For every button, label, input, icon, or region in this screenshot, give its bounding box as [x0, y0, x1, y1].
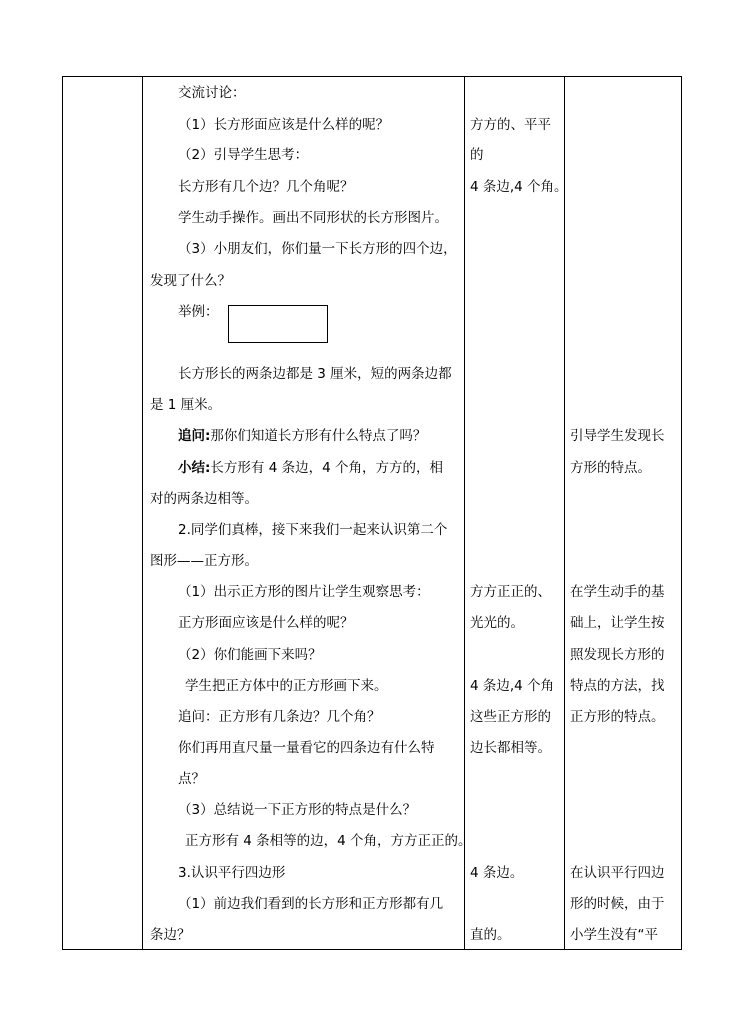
text-line: 长方形有几个边？几个角呢？ [178, 179, 354, 195]
text-line: 点？ [178, 771, 205, 787]
column-divider [464, 77, 465, 949]
followup-text: 那你们知道长方形有什么特点了吗？ [210, 428, 427, 444]
column-divider [142, 77, 143, 949]
text-line: （3）总结说一下正方形的特点是什么？ [178, 802, 417, 818]
text-line: 举例： [178, 304, 219, 320]
summary-label: 小结: [178, 460, 211, 476]
text-line: 长方形长的两条边都是 3 厘米，短的两条边都 [178, 366, 452, 382]
text-line: 学生把正方体中的正方形画下来。 [185, 678, 388, 694]
text-line: 这些正方形的 [470, 709, 551, 725]
text-line: 边长都相等。 [470, 740, 551, 756]
text-line: 直的。 [470, 927, 511, 943]
text-line: （2）你们能画下来吗？ [178, 647, 322, 663]
text-line: 小学生没有“平 [570, 927, 658, 943]
summary-line [178, 459, 443, 477]
text-line: 4 条边,4 个角 [470, 678, 555, 694]
text-line: 础上，让学生按 [570, 615, 665, 631]
text-line: 你们再用直尺量一量看它的四条边有什么特 [178, 740, 435, 756]
summary-text: 长方形有 4 条边，4 个角，方方的，相 [210, 460, 443, 476]
text-line: 引导学生发现长 [570, 428, 665, 444]
column-divider [564, 77, 565, 949]
followup-question [178, 427, 426, 445]
text-line: 方方正正的、 [470, 584, 551, 600]
text-line: 交流讨论： [178, 85, 246, 101]
text-line: 在学生动手的基 [570, 584, 665, 600]
text-line: （3）小朋友们，你们量一下长方形的四个边， [178, 241, 457, 257]
text-line: 正方形面应该是什么样的呢？ [178, 615, 354, 631]
text-line: 4 条边。 [470, 865, 524, 881]
text-line: 发现了什么？ [150, 273, 231, 289]
text-line: （1）前边我们看到的长方形和正方形都有几 [178, 896, 444, 912]
text-line: 形的时候，由于 [570, 896, 665, 912]
text-line: 条边？ [150, 927, 191, 943]
text-line: 方方的、平平 [470, 117, 551, 133]
text-line: 的 [470, 147, 484, 163]
text-line: 追问：正方形有几条边？几个角？ [178, 709, 381, 725]
text-line: 是 1 厘米。 [150, 397, 222, 413]
text-line: 正方形有 4 条相等的边，4 个角，方方正正的。 [185, 833, 472, 849]
text-line: 特点的方法，找 [570, 678, 665, 694]
text-line: 照发现长方形的 [570, 647, 665, 663]
rectangle-example-figure [228, 305, 328, 343]
text-line: 在认识平行四边 [570, 865, 665, 881]
text-line: （1）出示正方形的图片让学生观察思考： [178, 584, 430, 600]
text-line: 正方形的特点。 [570, 709, 665, 725]
text-line: 3.认识平行四边形 [178, 865, 286, 881]
text-line: 图形——正方形。 [150, 553, 258, 569]
text-line: （2）引导学生思考： [178, 147, 309, 163]
text-line: 4 条边,4 个角。 [470, 179, 568, 195]
text-line: 2.同学们真棒，接下来我们一起来认识第二个 [178, 522, 448, 538]
text-line: 对的两条边相等。 [150, 491, 258, 507]
text-line: 光光的。 [470, 615, 524, 631]
text-line: 方形的特点。 [570, 460, 651, 476]
text-line: （1）长方形面应该是什么样的呢？ [178, 117, 390, 133]
followup-label: 追问: [178, 428, 211, 444]
text-line: 学生动手操作。画出不同形状的长方形图片。 [178, 210, 448, 226]
